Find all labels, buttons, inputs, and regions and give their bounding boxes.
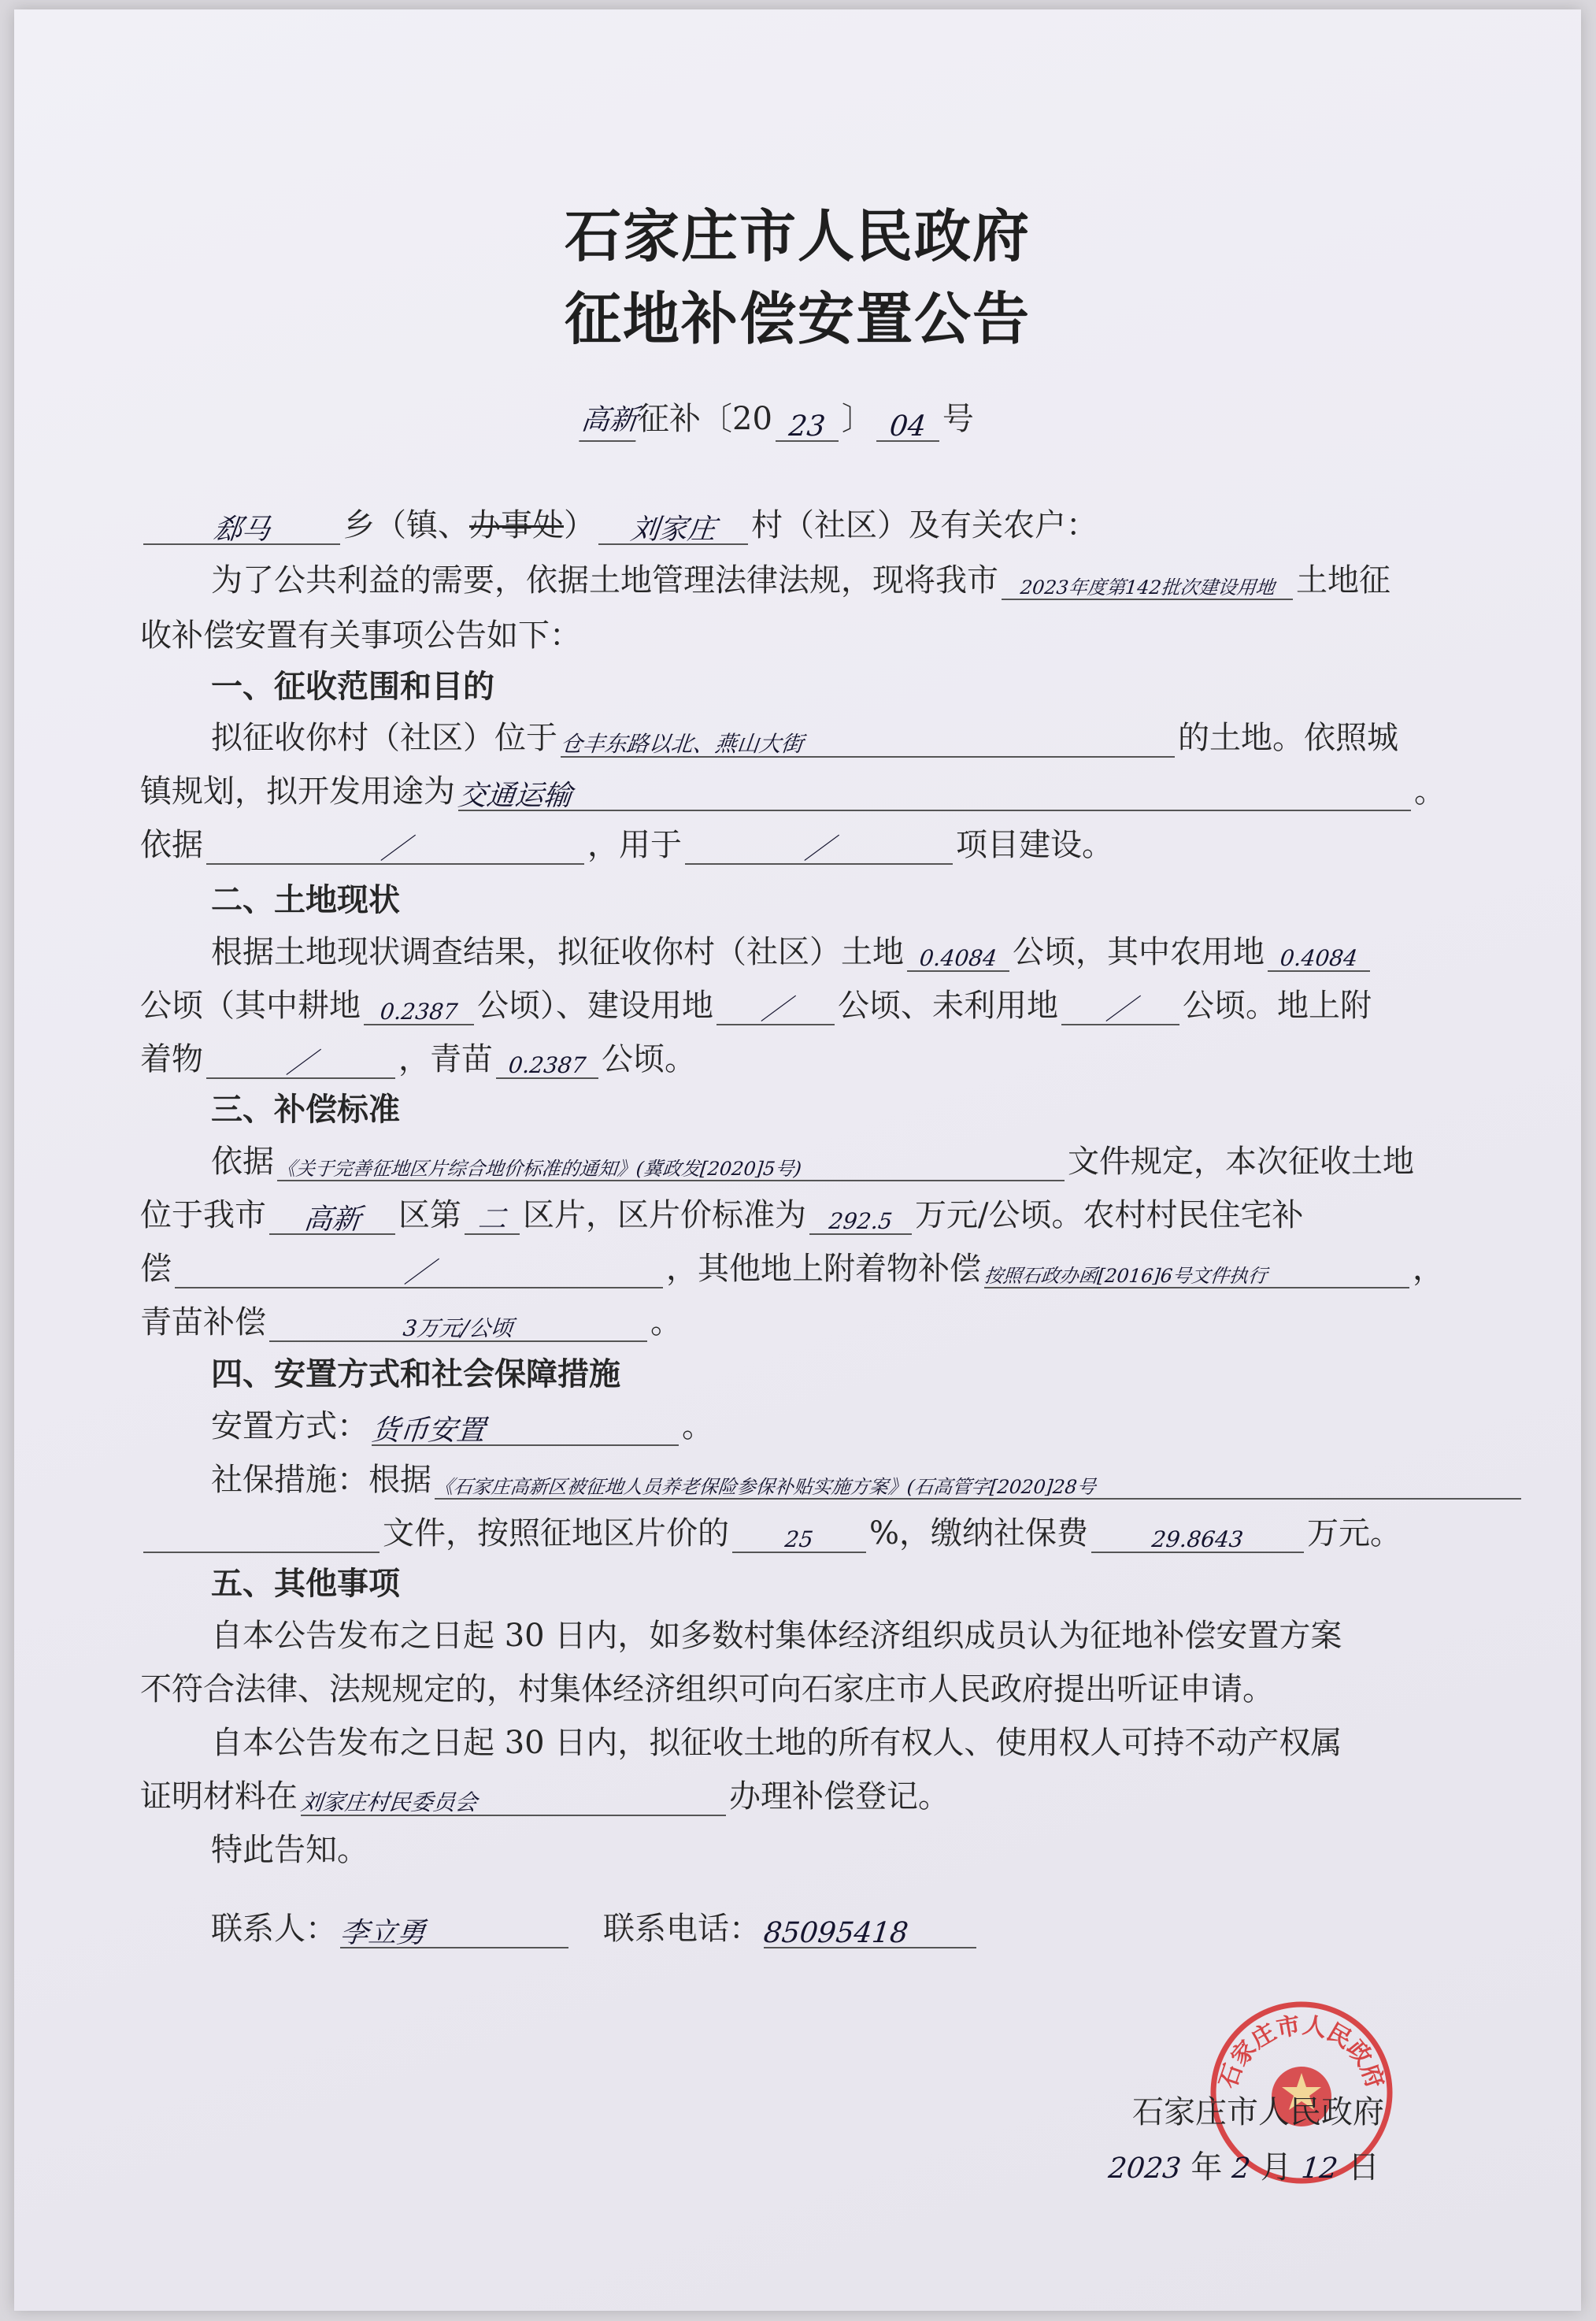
- seal-text: 石家庄市人民政府: [1214, 2011, 1389, 2093]
- s1-line3: [140, 825, 1479, 865]
- contact-line: [211, 1909, 1550, 1948]
- unused-area: ／: [1104, 994, 1137, 1026]
- s2-construct-label: 公顷）、建设用地: [477, 988, 713, 1024]
- intro-text-tail: 土地征: [1296, 562, 1390, 599]
- intro-text: 为了公共利益的需要，依据土地管理法律法规，现将我市: [211, 562, 998, 599]
- s2-line1: [211, 932, 1550, 972]
- contact-phone-label: 联系电话：: [603, 1911, 761, 1947]
- document-title-line2: 征地补偿安置公告: [564, 286, 1031, 352]
- land-batch: 2023年度第142批次建设用地: [1019, 577, 1276, 599]
- doc-number-serial: 04: [887, 410, 928, 443]
- house-compensation: ／: [402, 1257, 435, 1289]
- doc-number-suffix: 号: [942, 401, 974, 437]
- doc-number-bracket: 〕: [841, 401, 873, 437]
- issue-year: 2023: [1106, 2152, 1183, 2185]
- s2-line2: [140, 986, 1479, 1025]
- notice-document: [14, 9, 1581, 2311]
- doc-number-year: 23: [787, 410, 828, 443]
- s2-attach-label: 着物: [140, 1041, 203, 1077]
- s4-method-label: 安置方式：: [211, 1408, 368, 1444]
- land-location: 仓丰东路以北、燕山大街: [559, 731, 805, 757]
- addressee-bracket: ）: [564, 507, 595, 543]
- intro-line2: 收补偿安置有关事项公告如下：: [140, 617, 581, 654]
- s2-text: 根据土地现状调查结果，拟征收你村（社区）土地: [211, 934, 904, 970]
- issuer-name: 石家庄市人民政府: [1132, 2094, 1384, 2130]
- s3-crops-label: 青苗补偿: [140, 1304, 266, 1340]
- s4-period: 。: [682, 1408, 713, 1444]
- section3-heading: 三、补偿标准: [211, 1092, 400, 1128]
- contact-phone: 85095418: [761, 1917, 910, 1949]
- s1-for-label: ，用于: [587, 827, 682, 863]
- section4-heading: 四、安置方式和社会保障措施: [211, 1356, 620, 1392]
- s3-line3: [140, 1249, 1479, 1288]
- construct-area: ／: [759, 994, 792, 1026]
- addressee-line: [140, 506, 1479, 545]
- s3-price-label: 区片，区片价标准为: [523, 1197, 806, 1233]
- struck-text: 办事处: [469, 507, 564, 543]
- s1-line2: [140, 772, 1479, 811]
- s4-unit: 万元。: [1307, 1515, 1402, 1552]
- s2-unit: 公顷。: [602, 1041, 696, 1077]
- s3-line1: [211, 1142, 1550, 1181]
- s3-comma: ，: [1413, 1251, 1444, 1287]
- intro-line1: [211, 561, 1550, 600]
- s4-line1: [211, 1407, 1550, 1446]
- s5-p2-line2: [140, 1777, 1479, 1816]
- attachments-value: ／: [284, 1047, 317, 1080]
- s2-unused-label: 公顷、未利用地: [838, 988, 1058, 1024]
- land-purpose: 交通运输: [456, 780, 574, 812]
- s3-district-label: 位于我市: [140, 1197, 266, 1233]
- s3-period: 。: [650, 1304, 682, 1340]
- zone-value: 二: [476, 1203, 509, 1236]
- crops-area: 0.2387: [507, 1052, 587, 1078]
- other-compensation: 按照石政办函[2016]6号文件执行: [983, 1265, 1268, 1287]
- contact-person-label: 联系人：: [211, 1911, 337, 1947]
- month-label: 月: [1260, 2149, 1292, 2186]
- s1-basis-label: 依据: [140, 827, 203, 863]
- registration-place: 刘家庄村民委员会: [299, 1789, 479, 1815]
- farm-area: 0.4084: [1279, 945, 1359, 971]
- s3-line4: [140, 1303, 1479, 1342]
- s4-pct-label: 文件，按照征地区片价的: [383, 1515, 729, 1552]
- section2-heading: 二、土地现状: [211, 882, 400, 918]
- section1-heading: 一、征收范围和目的: [211, 669, 494, 705]
- contact-person: 李立勇: [338, 1917, 428, 1949]
- document-number: [581, 399, 1581, 442]
- s3-line2: [140, 1196, 1479, 1235]
- percentage-value: 25: [783, 1526, 815, 1552]
- s5-closing: 特此告知。: [211, 1832, 368, 1868]
- s1-period: 。: [1414, 773, 1446, 810]
- s2-text-tail: 公顷。地上附: [1183, 988, 1372, 1024]
- section5-heading: 五、其他事项: [211, 1566, 400, 1602]
- s4-line2: [211, 1460, 1550, 1500]
- social-security-doc: 《石家庄高新区被征地人员养老保险参保补贴实施方案》(石高管字[2020]28号: [433, 1476, 1098, 1498]
- s2-farm-label: 公顷，其中农用地: [1013, 934, 1265, 970]
- addressee-tail: 村（社区）及有关农户：: [751, 507, 1098, 543]
- issue-month: 2: [1230, 2152, 1253, 2185]
- resettlement-method: 货币安置: [369, 1414, 487, 1447]
- s1-line1: [211, 718, 1550, 758]
- s3-zone-label: 区第: [398, 1197, 461, 1233]
- township-name: 郄马: [211, 514, 272, 546]
- social-security-fee: 29.8643: [1150, 1526, 1245, 1552]
- s3-price-tail: 万元/公顷。农村村民住宅补: [915, 1197, 1304, 1233]
- total-area: 0.4084: [918, 945, 998, 971]
- village-name: 刘家庄: [628, 514, 718, 546]
- doc-number-text: 征补〔20: [638, 401, 772, 437]
- district-value: 高新: [302, 1203, 363, 1236]
- issue-date: [1106, 2142, 1379, 2187]
- s3-text-tail: 文件规定，本次征收土地: [1068, 1144, 1414, 1180]
- arable-area: 0.2387: [379, 999, 459, 1025]
- s3-other-label: ，其他地上附着物补偿: [666, 1251, 981, 1287]
- s4-line3: [140, 1514, 1479, 1553]
- day-label: 日: [1347, 2149, 1379, 2186]
- addressee-text: 乡（镇、: [343, 507, 469, 543]
- s2-line3: [140, 1040, 1479, 1079]
- s1-text: 拟征收你村（社区）位于: [211, 720, 557, 756]
- issue-day: 12: [1300, 2152, 1340, 2185]
- document-title-line1: 石家庄市人民政府: [564, 203, 1031, 269]
- s1-purpose-label: 镇规划，拟开发用途为: [140, 773, 455, 810]
- s1-project-tail: 项目建设。: [956, 827, 1113, 863]
- s4-fee-label: %，缴纳社保费: [869, 1515, 1089, 1552]
- s3-basis-label: 依据: [211, 1144, 274, 1180]
- s5-p1-line1: 自本公告发布之日起 30 日内，如多数村集体经济组织成员认为征地补偿安置方案: [211, 1618, 1342, 1654]
- compensation-doc: 《关于完善征地区片综合地价标准的通知》(冀政发[2020]5号): [276, 1158, 803, 1180]
- project-value: ／: [802, 833, 835, 866]
- s5-p2-line1: 自本公告发布之日起 30 日内，拟征收土地的所有权人、使用权人可持不动产权属: [211, 1725, 1342, 1761]
- s1-text-tail: 的土地。依照城: [1178, 720, 1398, 756]
- s5-place-label: 证明材料在: [140, 1778, 298, 1815]
- crops-compensation: 3万元/公顷: [402, 1315, 515, 1341]
- year-label: 年: [1191, 2149, 1223, 2186]
- zone-price: 292.5: [828, 1208, 894, 1234]
- s5-p1-line2: 不符合法律、法规规定的，村集体经济组织可向石家庄市人民政府提出听证申请。: [140, 1671, 1274, 1707]
- s4-ss-label: 社保措施：根据: [211, 1462, 431, 1498]
- doc-number-prefix: 高新: [579, 401, 639, 442]
- s2-arable-label: 公顷（其中耕地: [140, 988, 361, 1024]
- basis-value: ／: [379, 833, 412, 866]
- s3-house-label: 偿: [140, 1251, 172, 1287]
- s5-place-tail: 办理补偿登记。: [729, 1778, 950, 1815]
- s2-crops-label: ，青苗: [398, 1041, 493, 1077]
